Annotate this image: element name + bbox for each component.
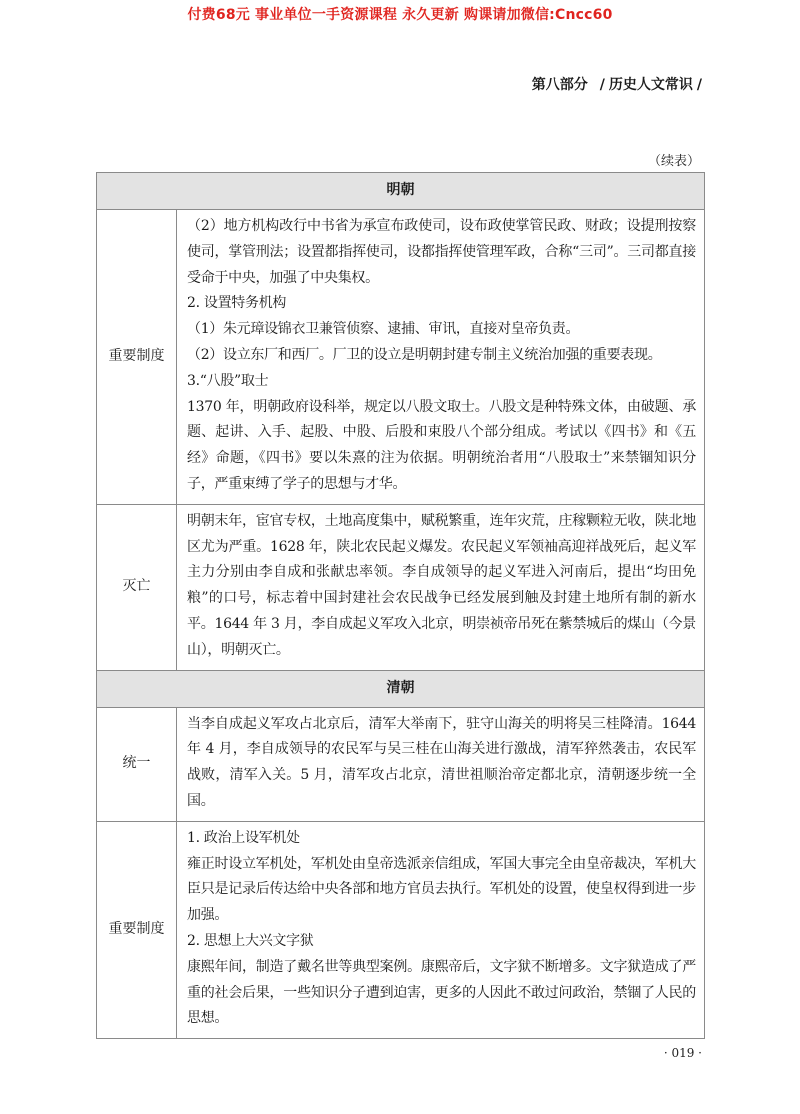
row-label: 重要制度 — [97, 821, 177, 1038]
header-separator-right: / — [696, 77, 702, 93]
section-title-qing: 清朝 — [97, 670, 705, 707]
header-separator-left: / — [599, 77, 605, 93]
page-header — [532, 74, 702, 94]
table-row — [97, 821, 705, 1038]
page-number: · 019 · — [663, 1046, 702, 1060]
continued-label: （续表） — [647, 154, 700, 169]
content-paragraph: （2）设立东厂和西厂。厂卫的设立是明朝封建专制主义统治加强的重要表现。 — [187, 346, 662, 363]
content-paragraph: 当李自成起义军攻占北京后，清军大举南下，驻守山海关的明将吴三桂降清。1644 年 4 月，李自成领导的农民军与吴三桂在山海关进行激战，清军猝然袭击，农民军战败，清军入关。5 月，清军攻占北京，清世祖顺治帝定都北京，清朝逐步统一全国。 — [187, 715, 696, 809]
watermark-banner: 付费68元 事业单位一手资源课程 永久更新 购课请加微信:Cncc60 — [187, 7, 613, 23]
row-content — [177, 504, 705, 670]
row-content — [177, 821, 705, 1038]
row-label: 统一 — [97, 707, 177, 821]
section-row-ming — [97, 173, 705, 210]
content-paragraph: （1）朱元璋设锦衣卫兼管侦察、逮捕、审讯，直接对皇帝负责。 — [187, 321, 580, 338]
table-row — [97, 504, 705, 670]
table-row — [97, 707, 705, 821]
content-paragraph: 康熙年间，制造了戴名世等典型案例。康熙帝后，文字狱不断增多。文字狱造成了严重的社会后果，一些知识分子遭到迫害，更多的人因此不敢过问政治，禁锢了人民的思想。 — [187, 958, 696, 1027]
row-label: 重要制度 — [97, 210, 177, 505]
history-table — [96, 172, 705, 1039]
content-paragraph: 3.“八股”取士 — [187, 372, 269, 389]
content-paragraph: （2）地方机构改行中书省为承宣布政使司，设布政使掌管民政、财政；设提刑按察使司，掌管刑法；设置都指挥使司，设都指挥使管理军政，合称“三司”。三司都直接受命于中央，加强了中央集权。 — [187, 218, 696, 286]
content-paragraph: 2. 思想上大兴文字狱 — [187, 932, 314, 949]
content-paragraph: 明朝末年，宦官专权，土地高度集中，赋税繁重，连年灾荒，庄稼颗粒无收，陕北地区尤为严重。1628 年，陕北农民起义爆发。农民起义军领袖高迎祥战死后，起义军主力分别由李自成和张献忠率领。李自成领导的起义军进入河南后，提出“均田免粮”的口号，标志着中国封建社会农民战争已经发展到触及封建土地所有制的新水平。1644 年 3 月，李自成起义军攻入北京，明崇祯帝吊死在紫禁城后的煤山（今景山），明朝灭亡。 — [187, 512, 696, 658]
content-paragraph: 雍正时设立军机处，军机处由皇帝选派亲信组成，军国大事完全由皇帝裁决，军机大臣只是记录后传达给中央各部和地方官员去执行。军机处的设置，使皇权得到进一步加强。 — [187, 855, 696, 924]
header-title: 历史人文常识 — [608, 77, 693, 93]
row-label: 灭亡 — [97, 504, 177, 670]
header-part: 第八部分 — [531, 77, 588, 93]
section-title-ming: 明朝 — [97, 173, 705, 210]
table-row — [97, 210, 705, 505]
content-paragraph: 2. 设置特务机构 — [187, 295, 287, 312]
row-content — [177, 707, 705, 821]
row-content — [177, 210, 705, 505]
content-paragraph: 1. 政治上设军机处 — [187, 829, 300, 846]
section-row-qing — [97, 670, 705, 707]
content-paragraph: 1370 年，明朝政府设科举，规定以八股文取士。八股文是种特殊文体，由破题、承题、起讲、入手、起股、中股、后股和束股八个部分组成。考试以《四书》和《五经》命题，《四书》要以朱熹的注为依据。明朝统治者用“八股取士”来禁锢知识分子，严重束缚了学子的思想与才华。 — [187, 398, 696, 492]
